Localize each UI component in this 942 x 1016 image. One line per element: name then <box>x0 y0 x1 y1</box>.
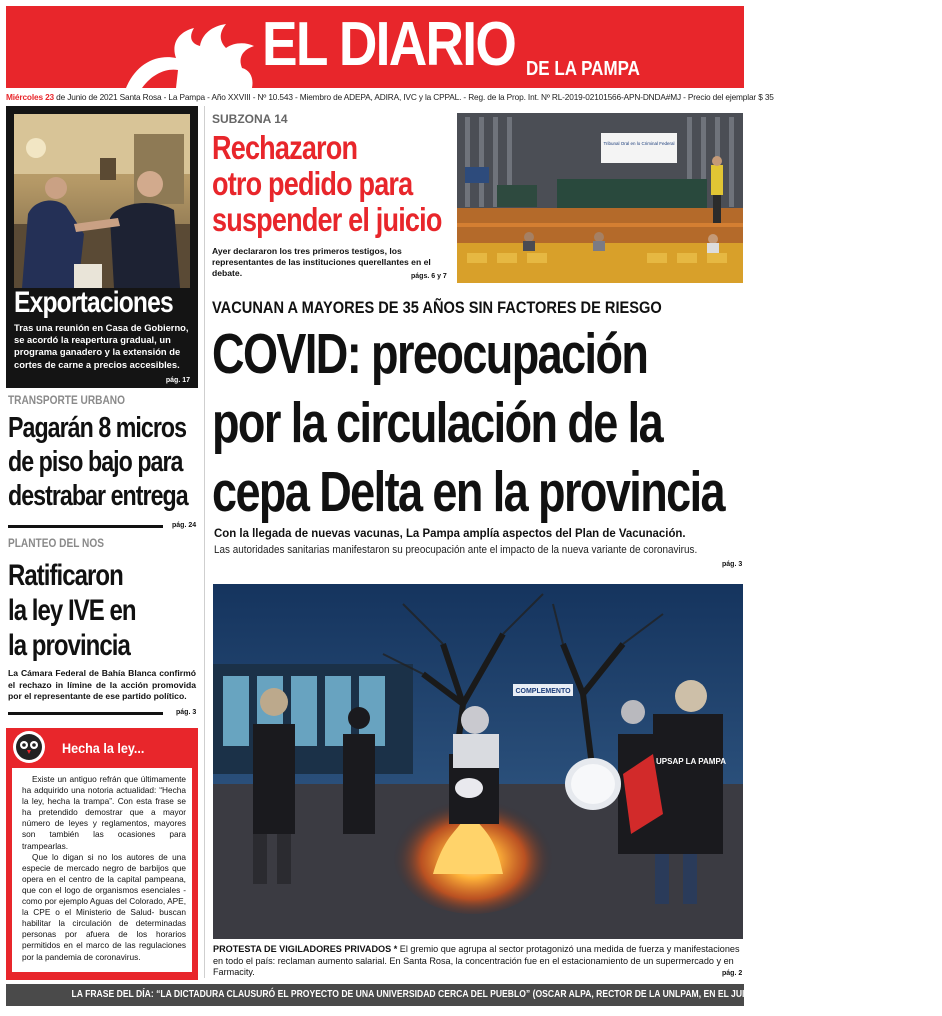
exportaciones-box[interactable] <box>6 106 198 388</box>
hecha-title: Hecha la ley... <box>62 740 145 756</box>
bird-logo-icon <box>116 24 256 88</box>
covid-lead-secondary: Las autoridades sanitarias manifestaron su preocupación ante el impacto de la nueva variante de coronavirus. <box>214 544 698 556</box>
subzona-headline[interactable] <box>212 130 442 238</box>
subzona-kicker: SUBZONA 14 <box>212 112 288 126</box>
transporte-headline[interactable] <box>8 411 233 513</box>
planteo-kicker: PLANTEO DEL NOS <box>8 538 104 550</box>
hecha-body <box>12 768 192 972</box>
covid-kicker: VACUNAN A MAYORES DE 35 AÑOS SIN FACTORES DE RIESGO <box>212 298 662 317</box>
hecha-la-ley-box[interactable] <box>6 728 198 980</box>
protest-page: pág. 2 <box>722 970 743 977</box>
masthead <box>6 6 744 88</box>
quote-text: LA FRASE DEL DÍA: “LA DICTADURA CLAUSURÓ EL PROYECTO DE UNA UNIVERSIDAD CERCA DEL PUEBLO” (OSCAR ALPA, RECTOR DE LA UNLPAM, EN EL JUICIO DE LA SUBZONA 14). pág. 7 <box>71 989 877 1000</box>
subzona-line-3: suspender el juicio <box>212 201 442 238</box>
planteo-headline[interactable] <box>8 558 168 663</box>
transporte-rule <box>8 525 163 528</box>
dateline-day: Miércoles 23 <box>6 92 55 102</box>
planteo-line-1: Ratificaron <box>8 559 123 592</box>
protest-photo <box>213 584 743 939</box>
caption-head: PROTESTA DE VIGILADORES PRIVADOS * <box>213 944 398 954</box>
owl-icon <box>12 730 46 764</box>
planteo-line-2: la ley IVE en <box>8 594 136 627</box>
covid-lead: Con la llegada de nuevas vacunas, La Pampa amplía aspectos del Plan de Vacunación. <box>214 526 686 540</box>
shirt-text: UPSAP LA PAMPA <box>656 757 726 766</box>
planteo-text: La Cámara Federal de Bahía Blanca confirmó el rechazo in límine de la acción promovida por el representante de ese partido político. <box>8 668 196 702</box>
transporte-line-2: de piso bajo para <box>8 446 183 478</box>
exportaciones-text: Tras una reunión en Casa de Gobierno, se acordó la reapertura gradual, un programa ganadero y la extensión de cortes de carne a precios accesibles. <box>14 322 189 370</box>
caption-text: El gremio que agrupa al sector protagonizó una medida de fuerza y manifestaciones en todo el país: reclaman aumento salarial. En Santa Rosa, la concentración fue en el estacionamiento de un supermercado y en Farmacity. <box>213 944 740 977</box>
transporte-page: pág. 24 <box>172 522 197 529</box>
exportaciones-page: pág. 17 <box>165 377 190 384</box>
hecha-paragraph-2: Que lo digan si no los autores de una especie de mercado negro de barbijos que opera en el centro de la capital pampeana, que con el logo de organismos esenciales -como por ejemplo Aguas del Colorado, APE, la CPE o el Ministerio de Salud- buscan habilitar la circulación de determinadas personas por afuera de los horarios permitidos en el marco de las regulaciones por la pandemia de coronavirus. <box>22 851 186 962</box>
quote-of-the-day-bar <box>6 984 877 1006</box>
planteo-rule <box>8 712 163 715</box>
column-divider <box>204 106 205 978</box>
dateline-details: de Junio de 2021 Santa Rosa - La Pampa - Año XXVIII - Nº 10.543 - Miembro de ADEPA, ADIRA, IVC y la CPPAL. - Reg. de la Prop. Int. Nº RL-2019-02101566-APN-DNDA#MJ - Precio del ejemplar $ 35 <box>54 92 774 102</box>
subzona-text: Ayer declararon los tres primeros testigos, los representantes de las instituciones querellantes en el debate. <box>212 246 431 278</box>
exportaciones-title: Exportaciones <box>14 286 173 319</box>
masthead-subtitle: DE LA PAMPA <box>526 58 640 80</box>
transporte-kicker: TRANSPORTE URBANO <box>8 395 125 407</box>
planteo-line-3: la provincia <box>8 629 130 662</box>
planteo-page: pág. 3 <box>176 709 197 716</box>
covid-page: pág. 3 <box>722 561 743 568</box>
masthead-title: EL DIARIO <box>262 10 516 79</box>
protest-caption <box>213 944 743 979</box>
transporte-line-3: destrabar entrega <box>8 480 188 512</box>
subzona-page: págs. 6 y 7 <box>411 273 447 280</box>
exportaciones-photo <box>14 114 190 288</box>
subzona-line-2: otro pedido para <box>212 165 413 202</box>
transporte-line-1: Pagarán 8 micros <box>8 412 187 444</box>
dateline <box>6 92 774 102</box>
store-sign-text: COMPLEMENTO <box>515 688 571 695</box>
hecha-header <box>10 730 194 764</box>
covid-headline[interactable] <box>212 320 724 527</box>
courtroom-photo <box>457 113 743 283</box>
covid-line-2: por la circulación de la <box>212 391 663 455</box>
covid-line-1: COVID: preocupación <box>212 322 648 386</box>
covid-line-3: cepa Delta en la provincia <box>212 460 725 524</box>
courtroom-board-text: Tribunal Oral en lo Criminal Federal <box>603 141 675 146</box>
subzona-line-1: Rechazaron <box>212 129 358 166</box>
hecha-paragraph-1: Existe un antiguo refrán que últimamente ha adquirido una notoria actualidad: “Hecha la ley, hecha la trampa”. Con esta frase se ha pretendido demostrar que a mayor número de leyes y reglamentos, mayores son también las ocasiones para trampearlas. <box>22 774 186 851</box>
